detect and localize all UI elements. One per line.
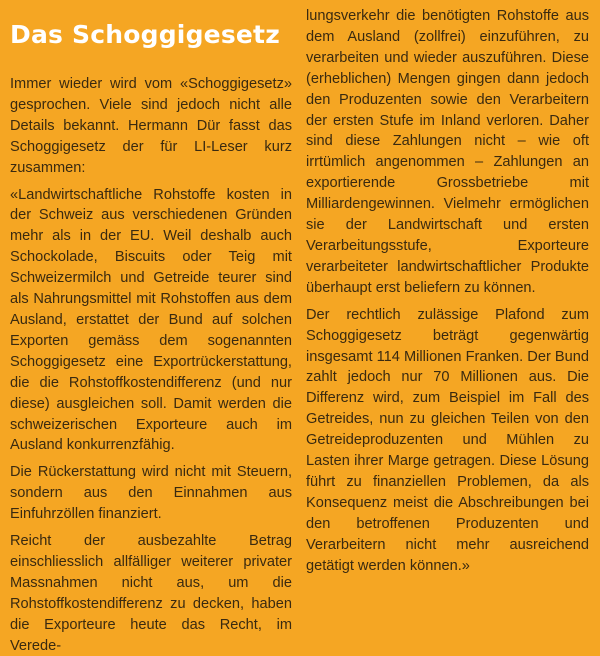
article-title: Das Schoggigesetz [10, 20, 280, 49]
intro-paragraph: Immer wieder wird vom «Schoggigesetz» gesprochen. Viele sind jedoch nicht alle Details bekannt. Hermann Dür fasst das Schoggigesetz der für LI-Leser kurz zusammen: [10, 76, 292, 176]
body-paragraph-part-2: lungsverkehr die benötigten Rohstoffe aus dem Ausland (zollfrei) einzuführen, zu verarbeiten und wieder auszuführen. Diese (erheblichen) Mengen gingen dann jedoch den Produzenten sowie den Verarbeitern der ersten Stufe im Inland verloren. Daher sind diese Zahlungen nicht – wie oft irrtümlich angenommen – Zahlungen an exportierende Grossbetriebe mit Milliardengewinnen. Vielmehr ermöglichen sie der Landwirtschaft und ersten Verarbeitungsstufe, Exporteure verarbeiteter landwirtschaftlicher Produkte überhaupt erst beliefern zu können. [306, 8, 589, 296]
body-paragraph: Der rechtlich zulässige Plafond zum Schoggigesetz beträgt gegenwärtig insgesamt 114 Millionen Franken. Der Bund zahlt jedoch nur 70 Millionen aus. Die Differenz wird, zum Beispiel im Fall des Getreides, nun zu gleichen Teilen von den Getreideproduzenten und Mühlen zu Lasten ihrer Marge getragen. Diese Lösung führt zu finanziellen Problemen, da als Konsequenz meist die Abschreibungen bei den betroffenen Produzenten und Verarbeitern nicht mehr ausreichend getätigt werden können.» [306, 306, 589, 574]
body-paragraph-part-1: Reicht der ausbezahlte Betrag einschliesslich allfälliger weiterer privater Massnahmen nicht aus, um die Rohstoffkostendifferenz zu decken, haben die Exporteure heute das Recht, im Verede- [10, 533, 292, 654]
body-paragraph: «Landwirtschaftliche Rohstoffe kosten in der Schweiz aus verschiedenen Gründen mehr als in der EU. Weil deshalb auch Schockolade, Biscuits oder Teig mit Schweizermilch und Getreide teurer sind als Nahrungsmittel mit Rohstoffen aus dem Ausland, erstattet der Bund auf solchen Exporten gemäss dem sogenannten Schoggigesetz eine Exportrückerstattung, die die Rohstoffkostendifferenz (und nur diese) ausgleichen soll. Damit werden die schweizerischen Exporteure auch im Ausland konkurrenzfähig. [10, 186, 292, 454]
left-column [10, 6, 292, 652]
body-paragraph: Die Rückerstattung wird nicht mit Steuern, sondern aus den Einnahmen aus Einfuhrzöllen finanziert. [10, 464, 292, 523]
right-column [306, 6, 589, 652]
